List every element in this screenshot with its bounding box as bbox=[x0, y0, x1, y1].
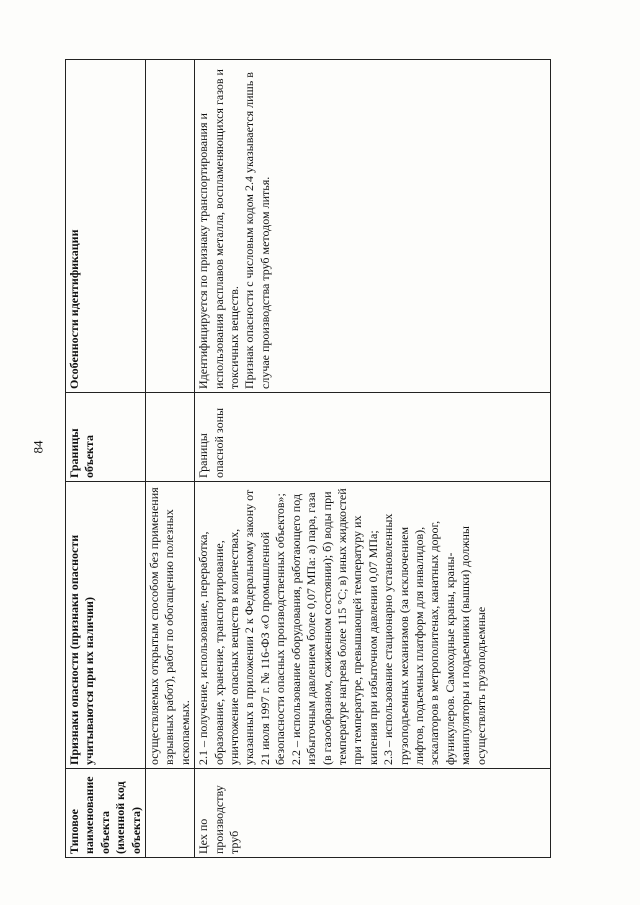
header-identification-features: Особенности идентификации bbox=[66, 60, 146, 393]
cell-empty bbox=[146, 60, 195, 393]
cell-object-name: Цех по производству труб bbox=[195, 769, 551, 858]
header-object-name: Типовое наименование объекта (именной код объекта) bbox=[66, 769, 146, 858]
cell-empty bbox=[146, 393, 195, 482]
feature-paragraph-2: Признак опасности с числовым кодом 2.4 указывается лишь в случае производства труб методом литья. bbox=[242, 72, 272, 389]
cell-empty bbox=[146, 769, 195, 858]
header-hazard-signs: Признаки опасности (признаки опасности учитываются при их наличии) bbox=[66, 482, 146, 769]
header-object-boundaries: Границы объекта bbox=[66, 393, 146, 482]
table-row-continuation bbox=[146, 60, 195, 858]
table-header-row bbox=[66, 60, 146, 858]
table-row-pipe-workshop bbox=[195, 60, 551, 858]
cell-boundaries: Границы опасной зоны bbox=[195, 393, 551, 482]
cell-continuation-signs: осуществляемых открытым способом без применения взрывных работ), работ по обогащению полезных ископаемых. bbox=[146, 482, 195, 769]
hazard-sign-2-3: 2.3 – использование стационарно установленных грузоподъемных механизмов (за исключением лифтов, подъемных платформ для инвалидов), эскалаторов в метрополитенах, канатных дорог, фуникулеров. Самоходные краны, краны-манипуляторы и подъемники (вышки) должны осуществлять грузоподъемные bbox=[381, 513, 488, 765]
feature-paragraph-1: Идентифицируется по признаку транспортирования и использования расплавов металла, воспламеняющихся газов и токсичных веществ. bbox=[196, 69, 242, 389]
rotated-page-content bbox=[65, 60, 551, 858]
identification-table bbox=[65, 59, 551, 858]
page-number: 84 bbox=[30, 440, 46, 454]
cell-identification-features bbox=[195, 60, 551, 393]
cell-hazard-signs bbox=[195, 482, 551, 769]
hazard-sign-2-2: 2.2 – использование оборудования, работающего под избыточным давлением более 0,07 МПа: а) пара, газа (в газообразном, сжиженном состоянии); б) воды при температуре нагрева более 115 °С; в) иных жидкостей при температуре, превышающей температуру их кипения при избыточном давлении 0,07 МПа; bbox=[288, 488, 380, 765]
hazard-sign-2-1: 2.1 – получение, использование, переработка, образование, хранение, транспортирование, уничтожение опасных веществ в количествах, указанных в приложении 2 к Федеральному закону от 21 июля 1997 г. № 116-ФЗ «О промышленной безопасности опасных производственных объектов»; bbox=[196, 489, 288, 765]
